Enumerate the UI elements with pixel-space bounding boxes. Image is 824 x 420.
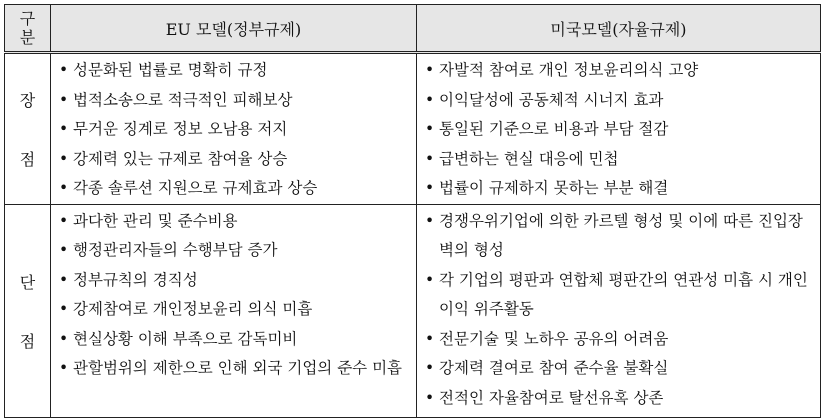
list-item: • 전문기술 및 노하우 공유의 어려움 [417, 325, 820, 355]
table-header-row [5, 5, 821, 53]
list-item: • 성문화된 법률로 명확히 규정 [51, 56, 416, 86]
table-row-disadvantages [5, 204, 821, 417]
list-item: • 전적인 자율참여로 탈선유혹 상존 [417, 384, 820, 414]
list-item: • 각종 솔루션 지원으로 규제효과 상승 [51, 174, 416, 204]
disadvantages-us-list [417, 205, 820, 414]
list-item: • 경쟁우위기업에 의한 카르텔 형성 및 이에 따른 진입장벽의 형성 [417, 207, 820, 266]
list-item: • 각 기업의 평판과 연합체 평판간의 연관성 미흡 시 개인이익 위주활동 [417, 266, 820, 325]
table-row-advantages [5, 53, 821, 205]
row-label-advantages-top: 장 [19, 90, 36, 110]
list-item: • 이익달성에 공동체적 시너지 효과 [417, 86, 820, 116]
list-item: • 통일된 기준으로 비용과 부담 절감 [417, 115, 820, 145]
header-category-top: 구 [19, 9, 36, 28]
disadvantages-us-cell [417, 204, 821, 417]
list-item: • 강제참여로 개인정보윤리 의식 미흡 [51, 295, 416, 325]
list-item: • 행정관리자들의 수행부담 증가 [51, 236, 416, 266]
advantages-us-cell [417, 53, 821, 205]
list-item: • 현실상황 이해 부족으로 감독미비 [51, 325, 416, 355]
header-eu-model: EU 모델(정부규제) [51, 5, 417, 53]
header-us-model: 미국모델(자율규제) [417, 5, 821, 53]
list-item: • 무거운 징계로 정보 오남용 저지 [51, 115, 416, 145]
eu-us-model-comparison-table [4, 4, 821, 418]
header-category-bottom: 분 [19, 28, 36, 47]
list-item: • 과다한 관리 및 준수비용 [51, 207, 416, 237]
list-item: • 정부규칙의 경직성 [51, 266, 416, 296]
advantages-eu-list [51, 54, 416, 204]
row-label-advantages-bottom: 점 [19, 149, 36, 169]
row-label-disadvantages [5, 204, 51, 417]
list-item: • 법적소송으로 적극적인 피해보상 [51, 86, 416, 116]
list-item: • 강제력 있는 규제로 참여율 상승 [51, 145, 416, 175]
list-item: • 관할범위의 제한으로 인해 외국 기업의 준수 미흡 [51, 354, 416, 384]
advantages-us-list [417, 54, 820, 204]
list-item: • 법률이 규제하지 못하는 부분 해결 [417, 174, 820, 204]
row-label-advantages [5, 53, 51, 205]
header-category [5, 5, 51, 53]
disadvantages-eu-list [51, 205, 416, 384]
row-label-disadvantages-bottom: 점 [19, 331, 36, 351]
row-label-disadvantages-top: 단 [19, 272, 36, 292]
disadvantages-eu-cell [51, 204, 417, 417]
advantages-eu-cell [51, 53, 417, 205]
list-item: • 급변하는 현실 대응에 민첩 [417, 145, 820, 175]
list-item: • 자발적 참여로 개인 정보윤리의식 고양 [417, 56, 820, 86]
list-item: • 강제력 결여로 참여 준수율 불확실 [417, 354, 820, 384]
comparison-table-container [4, 4, 820, 414]
